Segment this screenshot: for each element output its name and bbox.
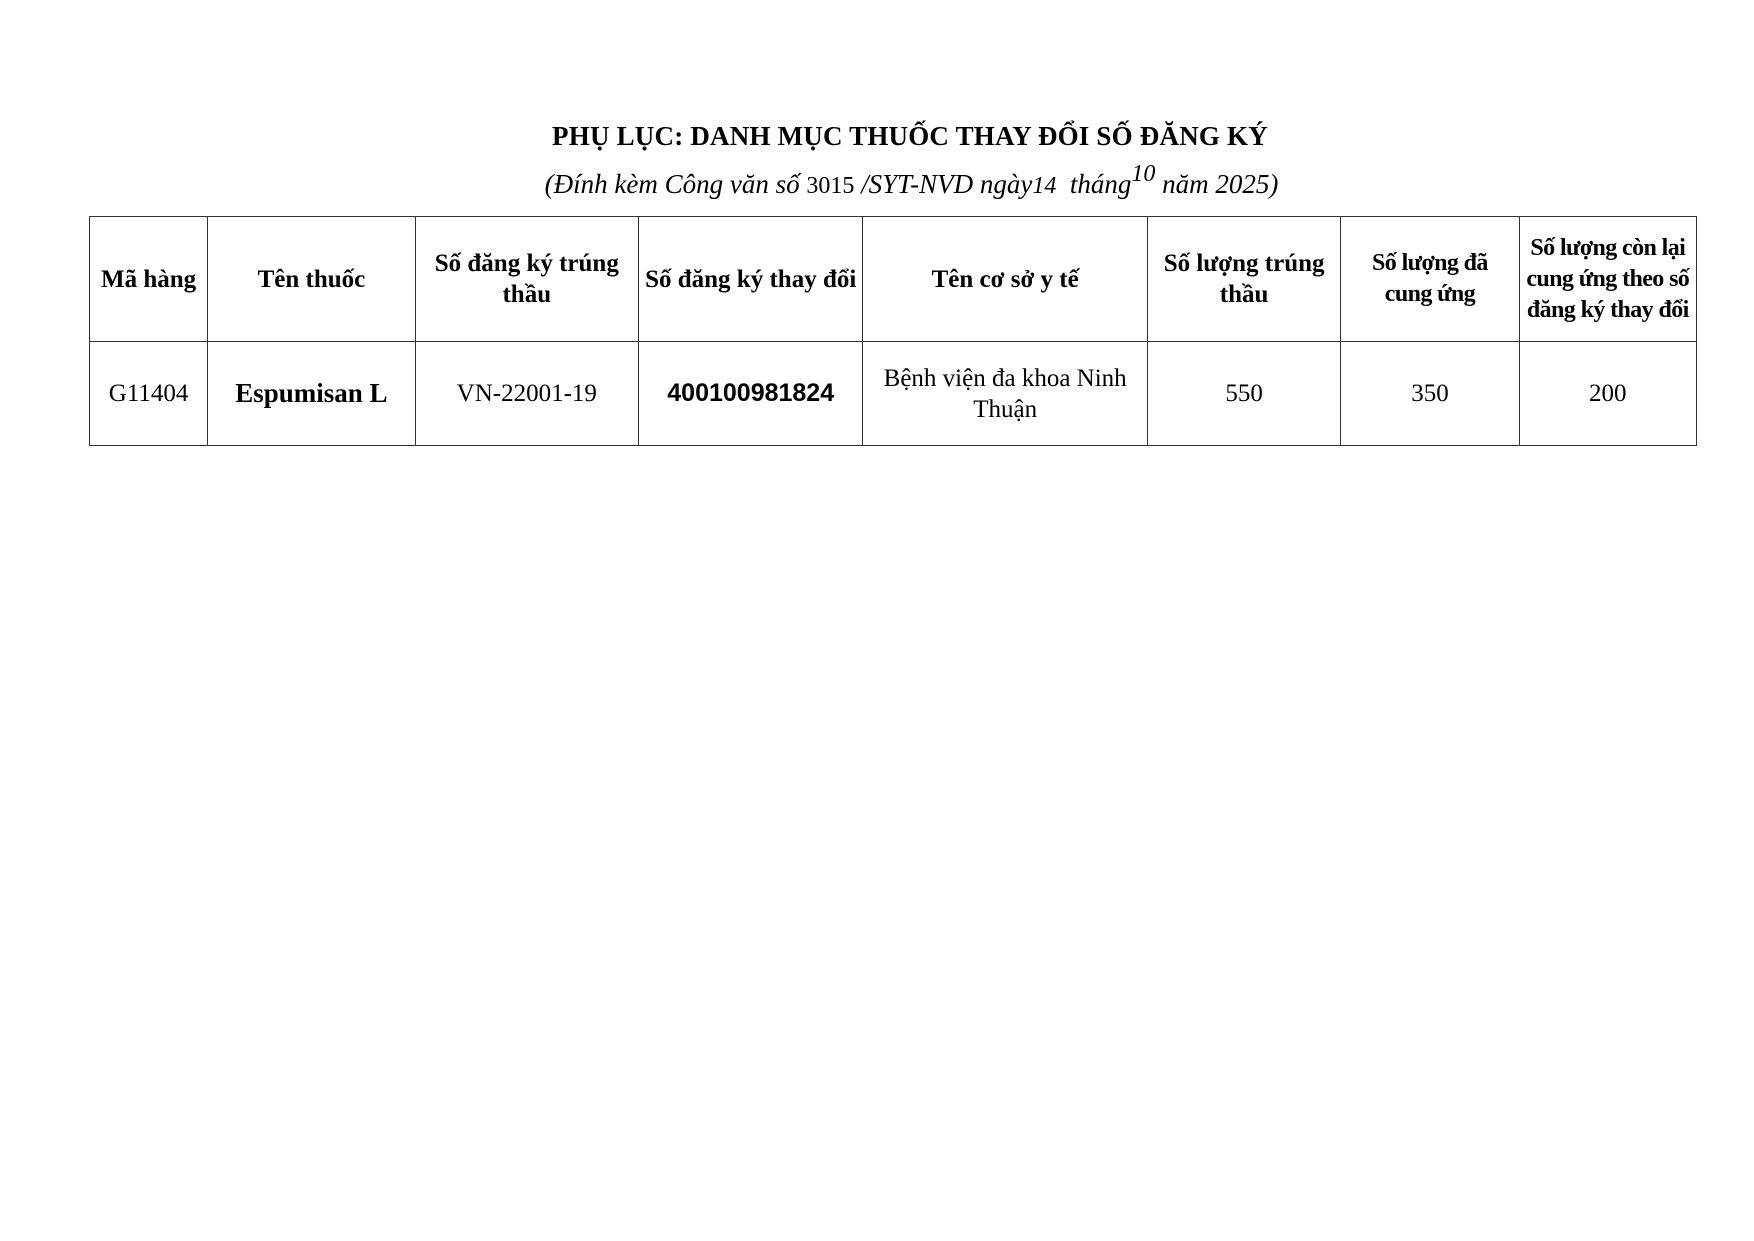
document-subtitle xyxy=(0,161,1754,204)
drug-registration-table xyxy=(89,216,1697,446)
header-sdk-thay-doi: Số đăng ký thay đổi xyxy=(639,217,863,342)
subtitle-year: năm 2025) xyxy=(1155,169,1279,199)
cell-sdk-thay-doi: 400100981824 xyxy=(639,342,863,446)
dispatch-day: 14 xyxy=(1032,173,1057,199)
header-ten-thuoc: Tên thuốc xyxy=(208,217,415,342)
cell-sl-da-cung-ung: 350 xyxy=(1341,342,1519,446)
table-header-row xyxy=(90,217,1697,342)
document-title: PHỤ LỤC: DANH MỤC THUỐC THAY ĐỔI SỐ ĐĂNG KÝ xyxy=(552,121,1268,151)
subtitle-agency: /SYT-NVD ngày xyxy=(854,169,1033,199)
cell-ten-thuoc: Espumisan L xyxy=(208,342,415,446)
cell-co-so-y-te: Bệnh viện đa khoa Ninh Thuận xyxy=(863,342,1148,446)
cell-sdk-trung-thau: VN-22001-19 xyxy=(415,342,638,446)
dispatch-number: 3015 xyxy=(806,173,855,199)
cell-ma-hang: G11404 xyxy=(90,342,208,446)
header-co-so-y-te: Tên cơ sở y tế xyxy=(863,217,1148,342)
header-sl-con-lai: Số lượng còn lại cung ứng theo số đăng ký thay đổi xyxy=(1519,217,1696,342)
cell-sl-con-lai: 200 xyxy=(1519,342,1696,446)
header-sl-trung-thau: Số lượng trúng thầu xyxy=(1147,217,1340,342)
header-sl-da-cung-ung: Số lượng đã cung ứng xyxy=(1341,217,1519,342)
subtitle-open: (Đính kèm Công văn số xyxy=(544,169,807,199)
dispatch-month: 10 xyxy=(1131,161,1156,187)
subtitle-month-label: tháng xyxy=(1056,169,1132,199)
header-ma-hang: Mã hàng xyxy=(90,217,208,342)
header-sdk-trung-thau: Số đăng ký trúng thầu xyxy=(415,217,638,342)
table-row xyxy=(90,342,1697,446)
cell-sl-trung-thau: 550 xyxy=(1147,342,1340,446)
